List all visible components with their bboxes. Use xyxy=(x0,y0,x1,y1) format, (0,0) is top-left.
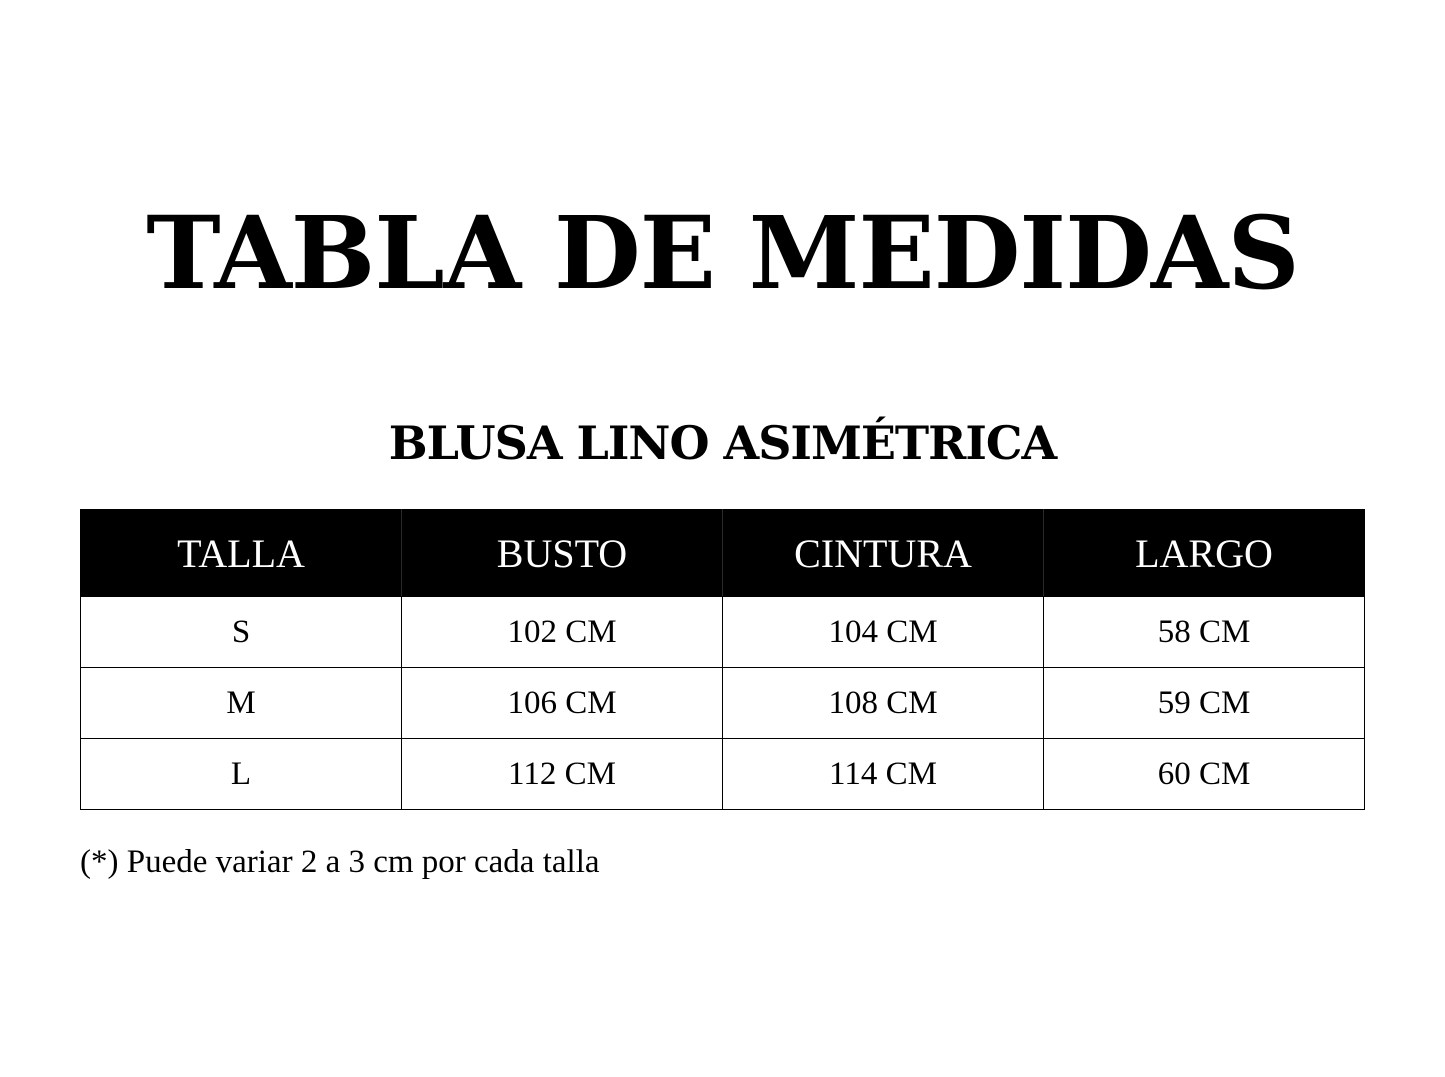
cell-largo: 58 CM xyxy=(1044,597,1365,668)
cell-talla: S xyxy=(81,597,402,668)
column-header-busto: BUSTO xyxy=(402,510,723,597)
cell-talla: M xyxy=(81,668,402,739)
cell-busto: 106 CM xyxy=(402,668,723,739)
size-table xyxy=(80,509,1365,810)
cell-cintura: 104 CM xyxy=(723,597,1044,668)
cell-cintura: 114 CM xyxy=(723,739,1044,810)
page-title: TABLA DE MEDIDAS xyxy=(146,194,1299,312)
table-row xyxy=(81,668,1365,739)
cell-busto: 112 CM xyxy=(402,739,723,810)
column-header-cintura: CINTURA xyxy=(723,510,1044,597)
footnote: (*) Puede variar 2 a 3 cm por cada talla xyxy=(80,844,600,880)
cell-cintura: 108 CM xyxy=(723,668,1044,739)
column-header-largo: LARGO xyxy=(1044,510,1365,597)
table-header-row xyxy=(81,510,1365,597)
cell-largo: 59 CM xyxy=(1044,668,1365,739)
table-row xyxy=(81,739,1365,810)
column-header-talla: TALLA xyxy=(81,510,402,597)
product-name: BLUSA LINO ASIMÉTRICA xyxy=(388,416,1057,470)
table-row xyxy=(81,597,1365,668)
cell-largo: 60 CM xyxy=(1044,739,1365,810)
cell-talla: L xyxy=(81,739,402,810)
cell-busto: 102 CM xyxy=(402,597,723,668)
